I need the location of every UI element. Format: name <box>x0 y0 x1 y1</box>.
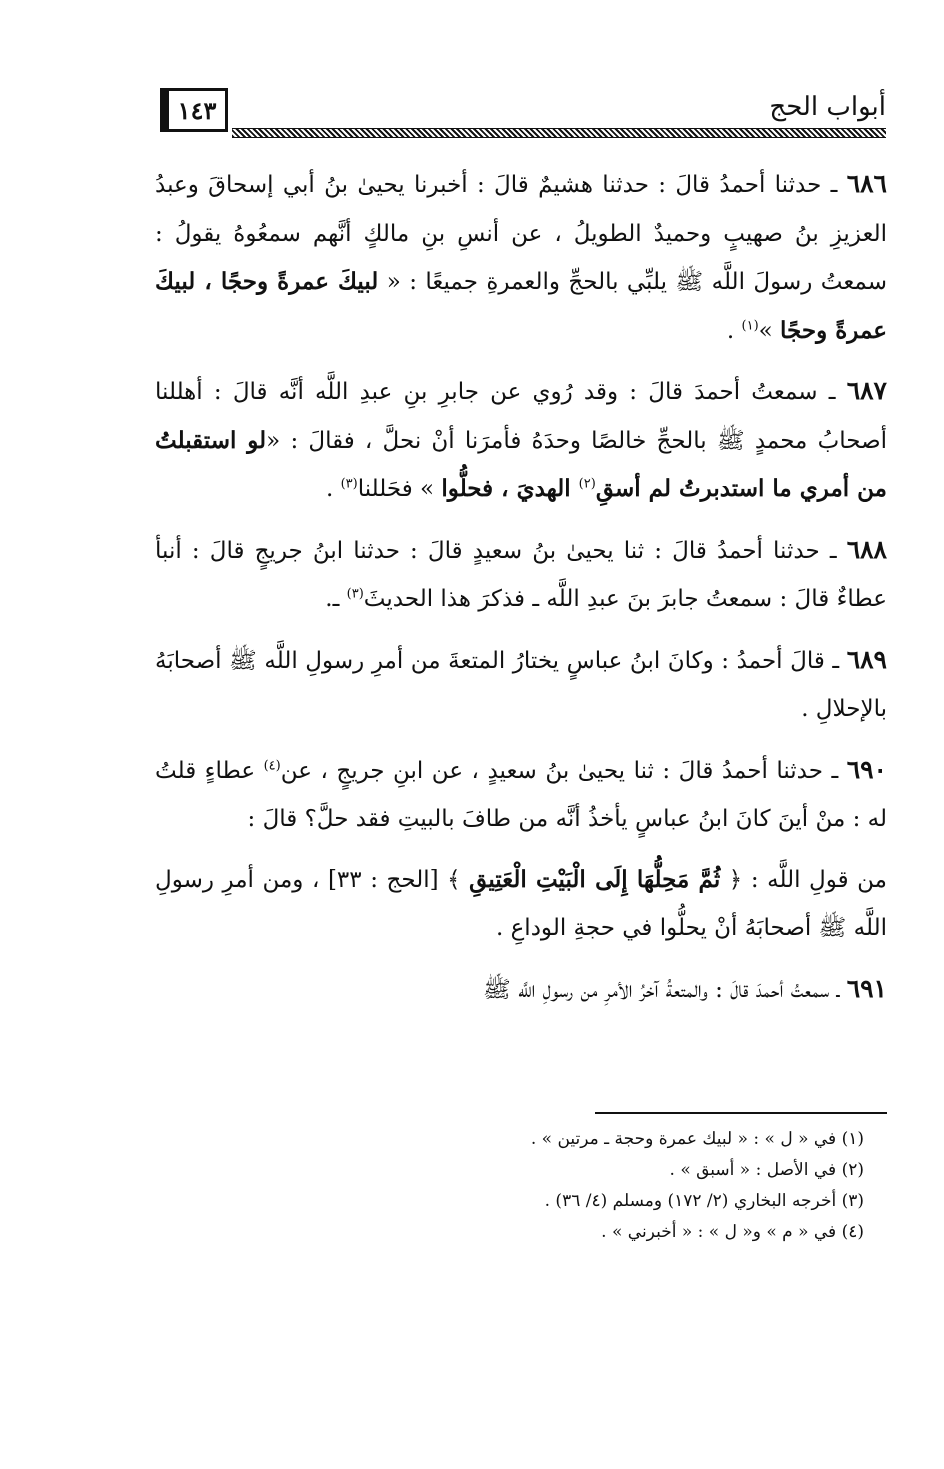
hadith-690-continuation: من قولِ اللَّه : ﴿ ثُمَّ مَحِلُّهَا إِلَى الْبَيْتِ الْعَتِيقِ ﴾ [الحج : ٣٣] ، ومن أمرِ رسولِ اللَّه ﷺ أصحابَهُ أنْ يحلُّوا في حجةِ الوداعِ . <box>155 865 887 941</box>
footnote-divider <box>595 1112 887 1114</box>
running-title: أبواب الحج <box>769 92 886 122</box>
main-text <box>155 160 887 1026</box>
footnote-ref: (١) <box>741 317 759 333</box>
hadith-691: ٦٩١ ـ سمعتُ أحمدَ قالَ : والمتعةُ آخرُ الأمرِ من رسولِ اللَّه ﷺ <box>483 973 887 1003</box>
footnote-ref: (٣) <box>340 476 358 492</box>
footnotes <box>344 1124 864 1248</box>
hadith-688: ٦٨٨ ـ حدثنا أحمدُ قالَ : ثنا يحيىٰ بنُ سعيدٍ قالَ : حدثنا ابنُ جريجٍ قالَ : أنبأ عطاءٌ قالَ : سمعتُ جابرَ بنَ عبدِ اللَّه ـ فذكرَ هذا الحديثَ$^{(٣)}$ ـ. <box>155 534 887 612</box>
hadith-number: ٦٨٦ <box>846 169 887 198</box>
footnote-ref: (٤) <box>263 757 281 773</box>
footnote-2: (٢) في الأصل : « أسبق » . <box>669 1160 864 1180</box>
quoted-text: لو استقبلتُ من أمري ما استدبرتُ لم أسقِ <box>155 426 887 502</box>
hadith-number: ٦٩١ <box>846 973 887 1003</box>
page-header <box>160 78 886 144</box>
hadith-number: ٦٩٠ <box>846 754 887 784</box>
hadith-686: ٦٨٦ ـ حدثنا أحمدُ قالَ : حدثنا هشيمٌ قالَ : أخبرنا يحيىٰ بنُ أبي إسحاقَ وعبدُ العزيزِ بنُ صهيبٍ وحميدٌ الطويلُ ، عن أنسِ بنِ مالكٍ أنَّهم سمعُوهُ يقولُ : سمعتُ رسولَ اللَّه ﷺ يلبِّي بالحجِّ والعمرةِ جميعًا : « لبيكَ عمرةً وحجًا ، لبيكَ عمرةً وحجًا »$^{(١)}$ . <box>155 169 887 344</box>
footnote-4: (٤) في « م » و« ل » : « أخبرني » . <box>601 1222 864 1242</box>
hadith-text: حدثنا أحمدُ قالَ : حدثنا هشيمٌ قالَ : أخبرنا يحيىٰ بنُ أبي إسحاقَ وعبدُ العزيزِ بنُ صهيبٍ وحميدٌ الطويلُ ، عن أنسِ بنِ مالكٍ أنَّهم سمعُوهُ يقولُ : سمعتُ رسولَ اللَّه ﷺ يلبِّي بالحجِّ والعمرةِ جميعًا : « <box>155 172 887 295</box>
footnote-3: (٣) أخرجه البخاري (٢/ ١٧٢) ومسلم (٤/ ٣٦) . <box>544 1191 864 1211</box>
header-rule <box>232 128 886 138</box>
hadith-text: حدثنا أحمدُ قالَ : ثنا يحيىٰ بنُ سعيدٍ ، عن ابنِ جريجٍ ، عن <box>280 757 823 784</box>
quoted-text: الهديَ ، فحلُّوا <box>441 475 579 502</box>
hadith-text: قالَ أحمدُ : وكانَ ابنُ عباسٍ يختارُ المتعةَ من أمرِ رسولِ اللَّه ﷺ أصحابَهُ بالإحلالِ . <box>155 647 887 722</box>
quoted-text: لبيكَ عمرةً وحجًا ، لبيكَ عمرةً وحجًا <box>155 268 887 344</box>
hadith-text: حدثنا أحمدُ قالَ : ثنا يحيىٰ بنُ سعيدٍ قالَ : حدثنا ابنُ جريجٍ قالَ : أنبأ عطاءٌ قالَ : سمعتُ جابرَ بنَ عبدِ اللَّه ـ فذكرَ هذا الحديثَ <box>155 537 887 612</box>
quran-verse: ثُمَّ مَحِلُّهَا إِلَى الْبَيْتِ الْعَتِيقِ <box>469 865 721 893</box>
hadith-number: ٦٨٨ <box>846 534 887 564</box>
hadith-text: من قولِ اللَّه : ﴿ <box>720 866 887 893</box>
hadith-number: ٦٨٧ <box>846 376 887 405</box>
footnote-ref: (٢) <box>578 476 596 492</box>
hadith-text: سمعتُ أحمدَ قالَ : وقد رُوي عن جابرِ بنِ عبدِ اللَّه أنَّه قالَ : أهللنا أصحابُ محمدٍ ﷺ بالحجِّ خالصًا وحدَهُ فأمرَنا أنْ نحلَّ ، فقالَ : « <box>155 379 888 454</box>
hadith-690: ٦٩٠ ـ حدثنا أحمدُ قالَ : ثنا يحيىٰ بنُ سعيدٍ ، عن ابنِ جريجٍ ، عن$^{(٤)}$ عطاءٍ قلتُ له : منْ أينَ كانَ ابنُ عباسٍ يأخذُ أنَّه من طافَ بالبيتِ فقد حلَّ؟ قالَ : <box>155 754 887 832</box>
page-number-box <box>160 88 228 132</box>
footnote-ref: (٣) <box>346 586 364 602</box>
hadith-687: ٦٨٧ ـ سمعتُ أحمدَ قالَ : وقد رُوي عن جابرِ بنِ عبدِ اللَّه أنَّه قالَ : أهللنا أصحابُ محمدٍ ﷺ بالحجِّ خالصًا وحدَهُ فأمرَنا أنْ نحلَّ ، فقالَ : «لو استقبلتُ من أمري ما استدبرتُ لم أسقِ$^{(٢)}$ الهديَ ، فحلُّوا » فحَللنا$^{(٣)}$ . <box>155 376 888 502</box>
hadith-text: سمعتُ أحمدَ قالَ : والمتعةُ آخرُ الأمرِ من رسولِ اللَّه ﷺ <box>483 976 830 1003</box>
footnote-1: (١) في « ل » : « لبيك عمرة وحجة ـ مرتين » . <box>530 1129 864 1149</box>
hadith-689: ٦٨٩ ـ قالَ أحمدُ : وكانَ ابنُ عباسٍ يختارُ المتعةَ من أمرِ رسولِ اللَّه ﷺ أصحابَهُ بالإحلالِ . <box>155 644 887 722</box>
hadith-number: ٦٨٩ <box>846 644 887 674</box>
page-number: ١٤٣ <box>177 95 217 125</box>
